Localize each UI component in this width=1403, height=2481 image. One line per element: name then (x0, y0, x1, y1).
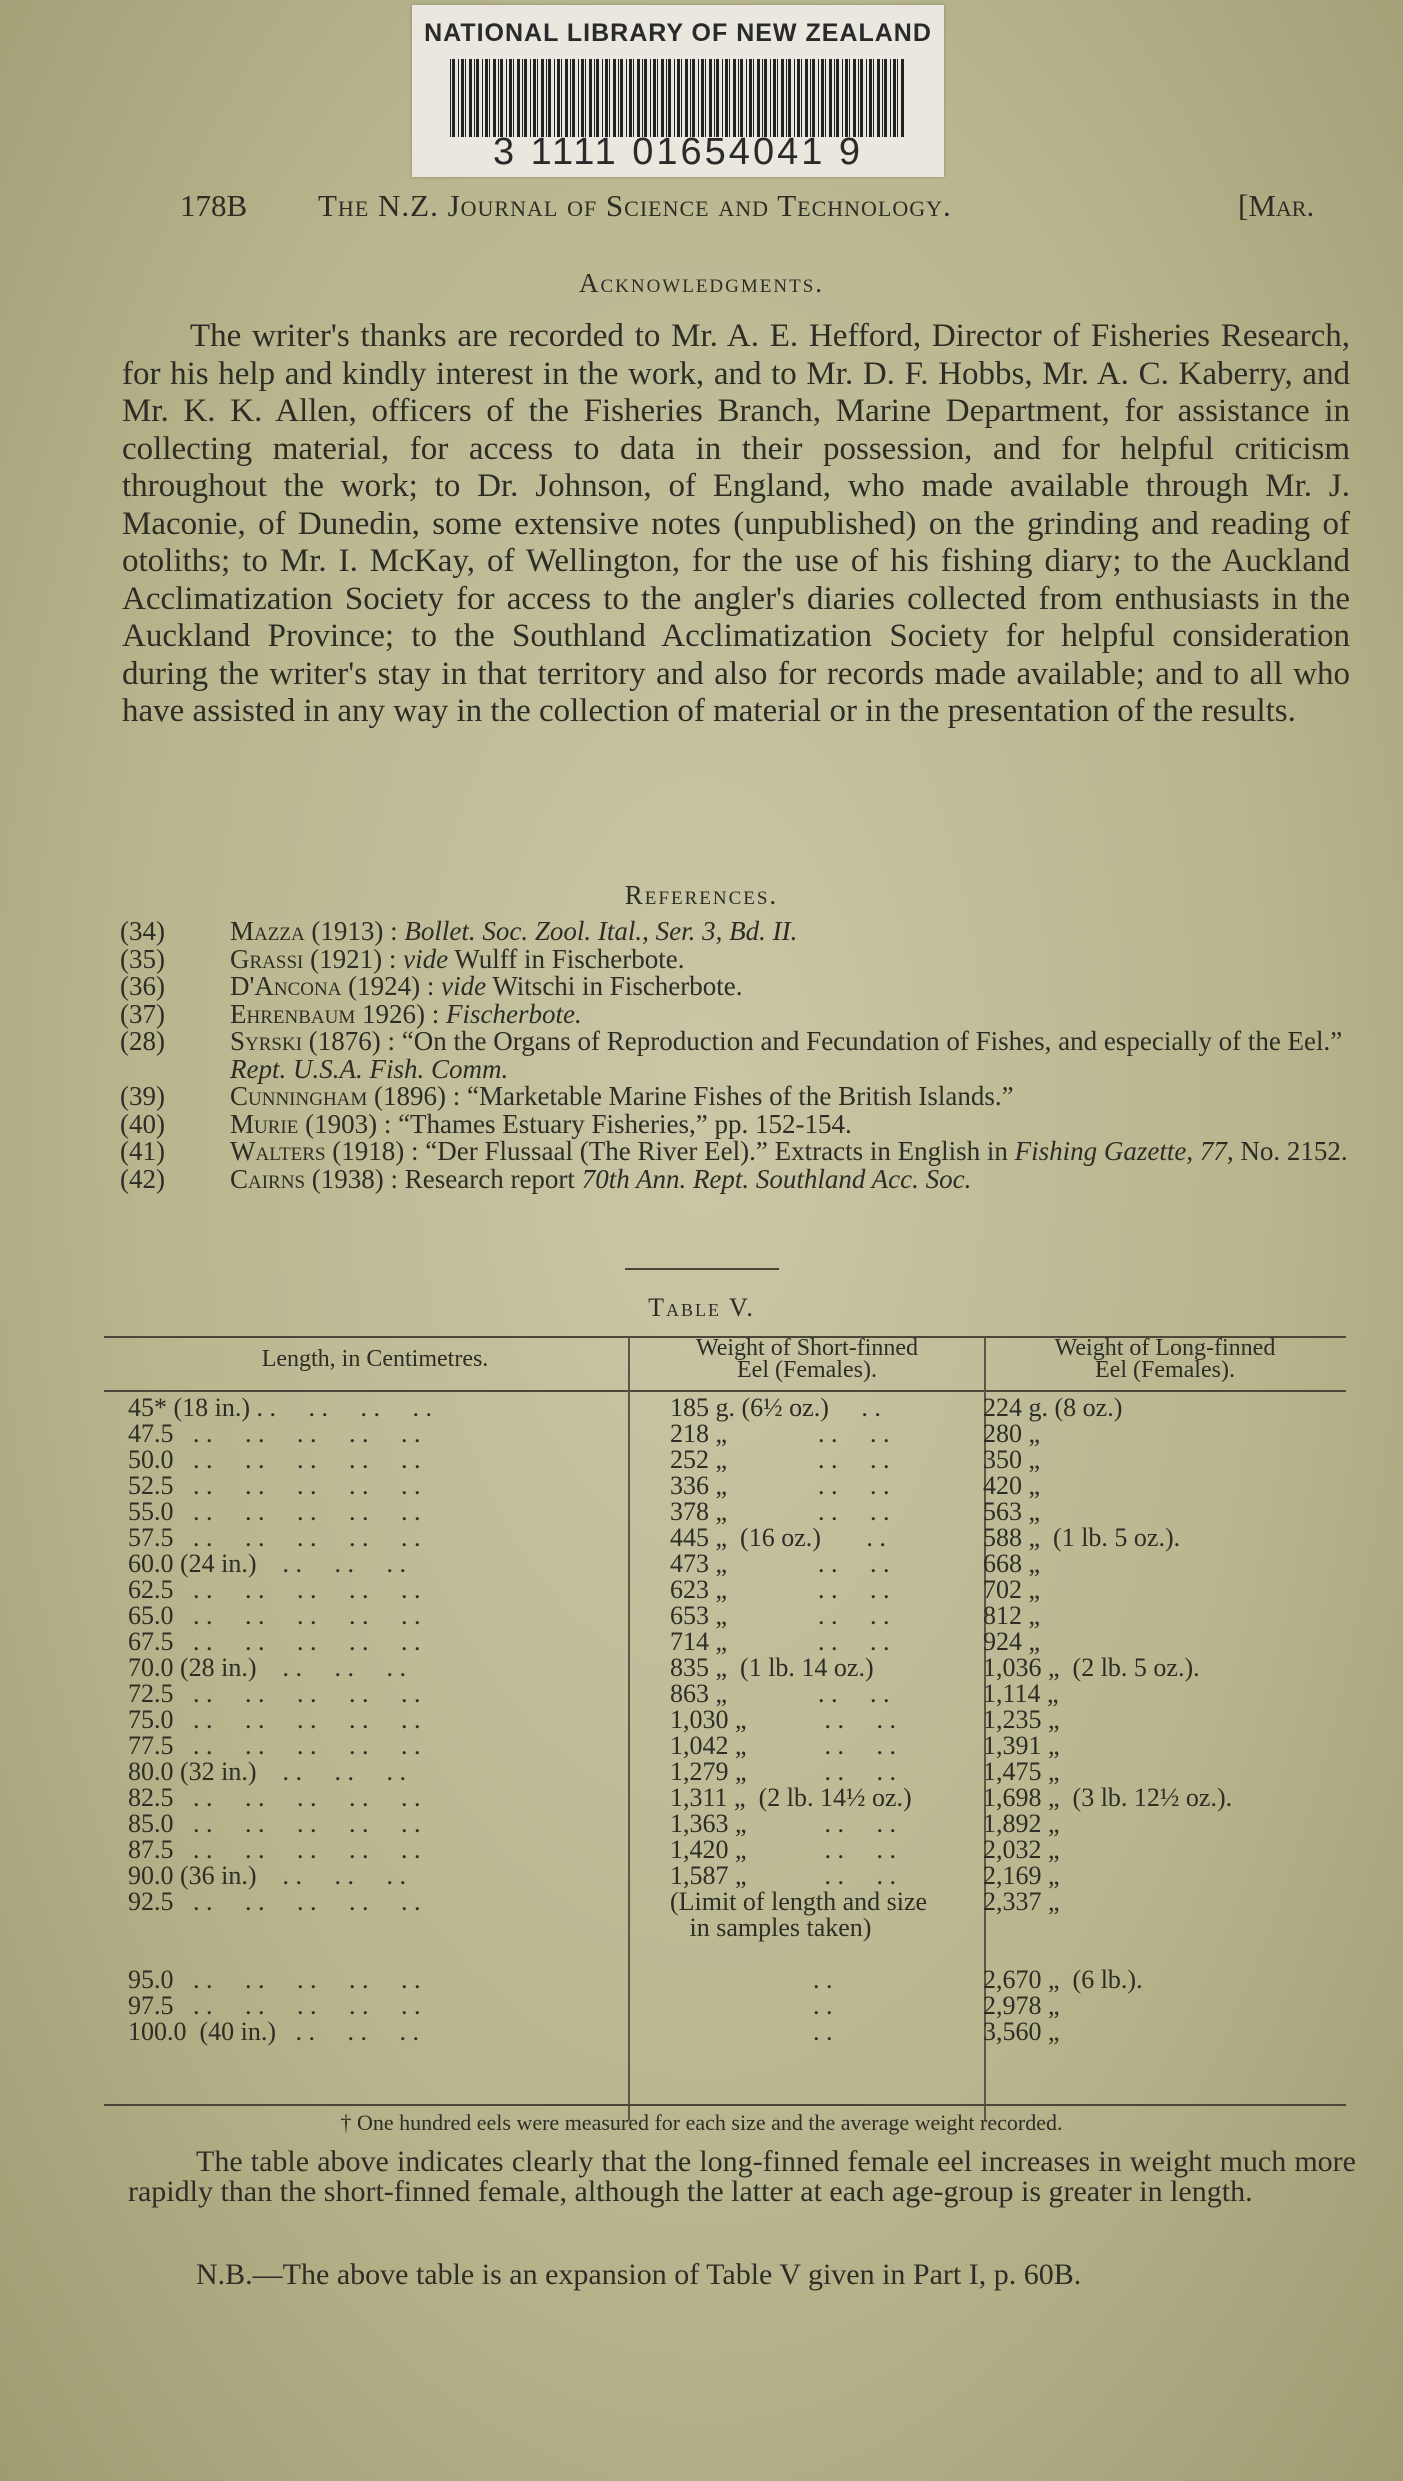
barcode-bar (901, 59, 904, 137)
reference-year: (1921) : (310, 943, 404, 974)
barcode-bar (613, 59, 616, 137)
barcode-bar (869, 59, 872, 137)
barcode-bar (858, 59, 859, 137)
table-cell-short: 1,311 „ (2 lb. 14½ oz.) (670, 1783, 912, 1812)
reference-rest: No. 2152. (1233, 1136, 1348, 1166)
table-row (0, 1473, 1403, 1499)
table-cell-long: 1,036 „ (2 lb. 5 oz.). (983, 1653, 1200, 1682)
table-cell-length: 57.5 . . . . . . . . . . (128, 1523, 421, 1552)
reference-num: (34) (120, 916, 165, 946)
table-cell-long: 2,978 „ (983, 1991, 1060, 2020)
barcode-bar (661, 59, 664, 137)
barcode-bar (897, 59, 898, 137)
barcode-bar (450, 59, 451, 137)
reference-work: vide (441, 971, 487, 1001)
table-cell-short: . . (670, 1965, 833, 1994)
table-row (0, 1603, 1403, 1629)
reference-year: (1896) : (374, 1081, 468, 1111)
reference-work: Fischerbote. (445, 998, 582, 1029)
barcode-bar (890, 59, 891, 137)
table-row (0, 1499, 1403, 1525)
reference-text: Research report (404, 1163, 582, 1194)
table-cell-short: 1,030 „ . . . . (670, 1705, 897, 1734)
reference-author: Murie (230, 1108, 299, 1139)
barcode-bar (714, 59, 715, 137)
barcode-bar (849, 59, 850, 137)
barcode-bar (762, 59, 763, 137)
reference-num: (37) (120, 998, 165, 1029)
reference-item (120, 998, 1400, 1029)
barcode-bar (650, 59, 651, 137)
barcode-icon (450, 59, 906, 137)
table-cell-length: 90.0 (36 in.) . . . . . . (128, 1861, 407, 1890)
library-barcode-label (412, 5, 944, 177)
reference-year: (1924) : (348, 971, 442, 1001)
table-cell-short: 1,587 „ . . . . (670, 1861, 897, 1890)
reference-num: (39) (120, 1081, 165, 1111)
reference-author: Mazza (230, 916, 305, 946)
table-row (0, 1577, 1403, 1603)
table-row (0, 1967, 1403, 1993)
barcode-bar (557, 59, 560, 137)
table-cell-length: 100.0 (40 in.) . . . . . . (128, 2017, 420, 2046)
table-cell-long: 702 „ (983, 1575, 1041, 1604)
column-header-short-line1: Weight of Short-finned (695, 1335, 919, 1361)
reference-work: Rept. U.S.A. Fish. Comm. (230, 1053, 509, 1084)
barcode-bar (578, 59, 579, 137)
reference-item (120, 943, 1400, 974)
barcode-bar (644, 59, 647, 137)
table-header-rule (104, 1390, 1346, 1392)
barcode-bar (517, 59, 520, 137)
reference-author: Grassi (230, 943, 304, 974)
barcode-bar (493, 59, 496, 137)
reference-item (120, 1083, 1400, 1111)
barcode-bar (572, 59, 575, 137)
reference-work: Fishing Gazette, 77, (1014, 1136, 1234, 1166)
table-cell-long: 280 „ (983, 1419, 1041, 1448)
reference-author: Syrski (230, 1026, 303, 1056)
references-list (120, 918, 1400, 1193)
table-cell-short: 714 „ . . . . (670, 1627, 890, 1656)
barcode-bar (657, 59, 658, 137)
barcode-bar (565, 59, 568, 137)
table-row (0, 1629, 1403, 1655)
reference-rest: Wulff in Fischerbote. (448, 943, 685, 974)
reference-author: D'Ancona (230, 971, 342, 1001)
barcode-bar (805, 59, 808, 137)
reference-year: (1913) : (311, 916, 405, 946)
reference-text: “Der Flussaal (The River Eel).” Extracts in English in (425, 1136, 1015, 1166)
column-header-length: Length, in Centimetres. (261, 1346, 489, 1372)
barcode-bar (581, 59, 584, 137)
barcode-bar (642, 59, 643, 137)
table-cell-length: 47.5 . . . . . . . . . . (128, 1419, 421, 1448)
table-cell-long: 812 „ (983, 1601, 1041, 1630)
barcode-bar (476, 59, 479, 137)
barcode-bar (626, 59, 627, 137)
table-cell-length: 97.5 . . . . . . . . . . (128, 1991, 421, 2020)
table-cell-length: 95.0 . . . . . . . . . . (128, 1965, 421, 1994)
barcode-bar (860, 59, 863, 137)
barcode-bar (548, 59, 551, 137)
table-cell-long: 2,337 „ (983, 1887, 1060, 1916)
barcode-bar (884, 59, 887, 137)
barcode-bar (764, 59, 767, 137)
table-cell-long: 1,698 „ (3 lb. 12½ oz.). (983, 1783, 1233, 1812)
table-footnote: † One hundred eels were measured for each size and the average weight recorded. (340, 2110, 1063, 2135)
barcode-bar (589, 59, 592, 137)
barcode-bar (740, 59, 743, 137)
barcode-bar (794, 59, 795, 137)
table-cell-short: 473 „ . . . . (670, 1549, 890, 1578)
barcode-bar (786, 59, 787, 137)
table-cell-length: 85.0 . . . . . . . . . . (128, 1809, 421, 1838)
barcode-bar (452, 59, 455, 137)
barcode-bar (522, 59, 523, 137)
conclusion-paragraph: The table above indicates clearly that the long-finned female eel increases in weight much more rapidly than the short-finned female, although the latter at each age-group is greater in length. (128, 2145, 1356, 2208)
reference-year: (1938) : (311, 1163, 405, 1194)
barcode-bar (620, 59, 623, 137)
column-header-long-line2: Eel (Females). (1095, 1357, 1235, 1383)
barcode-bar (818, 59, 819, 137)
barcode-bar (801, 59, 802, 137)
table-row (0, 1837, 1403, 1863)
table-cell-short: . . (670, 2017, 833, 2046)
table-row (0, 1395, 1403, 1421)
barcode-bar (500, 59, 503, 137)
table-cell-length: 67.5 . . . . . . . . . . (128, 1627, 421, 1656)
barcode-bar (530, 59, 531, 137)
table-cell-length: 60.0 (24 in.) . . . . . . (128, 1549, 407, 1578)
barcode-bar (753, 59, 754, 137)
barcode-bar (524, 59, 527, 137)
barcode-bar (677, 59, 680, 137)
table-cell-long: 1,892 „ (983, 1809, 1060, 1838)
barcode-bar (533, 59, 536, 137)
barcode-bar (509, 59, 512, 137)
table-cell-long: 224 g. (8 oz.) (983, 1393, 1123, 1422)
table-row (0, 1707, 1403, 1733)
table-cell-long: 668 „ (983, 1549, 1041, 1578)
reference-author: Ehrenbaum (230, 998, 356, 1029)
reference-year: 1926) : (361, 998, 446, 1029)
table-row (0, 1447, 1403, 1473)
table-cell-short: 445 „ (16 oz.) . . (670, 1523, 886, 1552)
journal-title: The N.Z. Journal of Science and Technology. (318, 188, 952, 223)
barcode-bar (458, 59, 459, 137)
reference-year: (1918) : (332, 1136, 426, 1166)
barcode-bar (746, 59, 747, 137)
barcode-bar (716, 59, 719, 137)
table-cell-short: 1,042 „ . . . . (670, 1731, 897, 1760)
barcode-bar (773, 59, 776, 137)
barcode-bar (513, 59, 514, 137)
barcode-bar (602, 59, 603, 137)
barcode-institution: NATIONAL LIBRARY OF NEW ZEALAND (424, 19, 932, 47)
barcode-bar (834, 59, 835, 137)
barcode-bar (489, 59, 490, 137)
barcode-bar (537, 59, 538, 137)
column-header-long-finned (985, 1337, 1345, 1381)
table-cell-length: 62.5 . . . . . . . . . . (128, 1575, 421, 1604)
reference-work: 70th Ann. Rept. Southland Acc. Soc. (581, 1163, 972, 1194)
barcode-bar (788, 59, 791, 137)
table-row (0, 1759, 1403, 1785)
barcode-bar (618, 59, 619, 137)
barcode-bar (629, 59, 632, 137)
reference-year: (1876) : (308, 1026, 402, 1056)
reference-text: “On the Organs of Reproduction and Fecundation of Fishes, and especially of the Eel.” (401, 1026, 1343, 1056)
barcode-bar (465, 59, 466, 137)
column-header-short-line2: Eel (Females). (737, 1357, 877, 1383)
barcode-bar (605, 59, 608, 137)
table-cell-long: 350 „ (983, 1445, 1041, 1474)
barcode-bar (812, 59, 815, 137)
table-cell-long: 3,560 „ (983, 2017, 1060, 2046)
barcode-bar (698, 59, 699, 137)
table-cell-long: 420 „ (983, 1471, 1041, 1500)
barcode-bar (681, 59, 682, 137)
reference-work: Bollet. Soc. Zool. Ital., Ser. 3, Bd. II. (404, 916, 798, 946)
table-cell-short: 835 „ (1 lb. 14 oz.) (670, 1653, 874, 1682)
table-row (0, 1525, 1403, 1551)
table-cell-length: 65.0 . . . . . . . . . . (128, 1601, 421, 1630)
reference-work: vide (403, 943, 449, 974)
reference-item (120, 1138, 1400, 1166)
table-cell-length: 70.0 (28 in.) . . . . . . (128, 1653, 407, 1682)
reference-text: “Marketable Marine Fishes of the British Islands.” (467, 1081, 1014, 1111)
barcode-bar (757, 59, 760, 137)
table-row (0, 1811, 1403, 1837)
table-cell-short: . . (670, 1991, 833, 2020)
barcode-bar (770, 59, 771, 137)
table-row (0, 1785, 1403, 1811)
table-cell-long: 1,391 „ (983, 1731, 1060, 1760)
table-cell-long: 1,235 „ (983, 1705, 1060, 1734)
section-divider (625, 1268, 779, 1270)
table-cell-length: 87.5 . . . . . . . . . . (128, 1835, 421, 1864)
barcode-bar (685, 59, 688, 137)
barcode-bar (674, 59, 675, 137)
table-cell-short: 1,420 „ . . . . (670, 1835, 897, 1864)
reference-author: Walters (230, 1136, 326, 1166)
running-header (0, 188, 1403, 228)
barcode-bar (690, 59, 691, 137)
table-cell-length: 80.0 (32 in.) . . . . . . (128, 1757, 407, 1786)
barcode-number: 3 1111 01654041 9 (492, 131, 864, 173)
table-cell-long: 2,670 „ (6 lb.). (983, 1965, 1143, 1994)
acknowledgments-heading: Acknowledgments. (578, 268, 825, 298)
barcode-bar (829, 59, 832, 137)
barcode-bar (845, 59, 848, 137)
table-row (0, 1421, 1403, 1447)
table-title: Table V. (648, 1293, 755, 1322)
barcode-bar (633, 59, 634, 137)
reference-item (120, 973, 1400, 1001)
barcode-bar (893, 59, 896, 137)
table-cell-length: 52.5 . . . . . . . . . . (128, 1471, 421, 1500)
barcode-bar (570, 59, 571, 137)
reference-item (120, 1028, 1400, 1083)
acknowledgments-text: The writer's thanks are recorded to Mr. A. E. Hefford, Director of Fisheries Research, for his help and kindly interest in the work, and to Mr. D. F. Hobbs, Mr. A. C. Kaberry, and Mr. K. K. Allen, officers of the Fisheries Branch, Marine Department, for assistance in collecting material, for access to data in their possession, and for helpful criticism throughout the work; to Dr. Johnson, of England, who made available through Mr. J. Maconie, of Dunedin, some extensive notes (unpublished) on the grinding and reading of otoliths; to Mr. I. McKay, of Wellington, for the use of his fishing diary; to the Auckland Acclimatization Society for access to the angler's diaries collected from enthusiasts in the Auckland Province; to the Southland Acclimatization Society for helpful consideration during the writer's stay in that territory and also for records made available; and to all who have assisted in any way in the collection of material or in the presentation of the results. (122, 318, 1350, 729)
barcode-bar (873, 59, 874, 137)
barcode-bar (469, 59, 472, 137)
table-cell-length: 77.5 . . . . . . . . . . (128, 1731, 421, 1760)
table-cell-long: 2,032 „ (983, 1835, 1060, 1864)
barcode-bar (701, 59, 704, 137)
barcode-bar (485, 59, 488, 137)
reference-item (120, 1163, 1400, 1194)
barcode-bar (853, 59, 856, 137)
table-bottom-rule (104, 2104, 1346, 2106)
barcode-bar (705, 59, 706, 137)
table-cell-short: 1,363 „ . . . . (670, 1809, 897, 1838)
barcode-bar (725, 59, 728, 137)
reference-author: Cunningham (230, 1081, 368, 1111)
reference-item (120, 918, 1400, 946)
table-row (0, 1551, 1403, 1577)
barcode-bar (738, 59, 739, 137)
table-cell-short: 218 „ . . . . (670, 1419, 890, 1448)
barcode-bar (866, 59, 867, 137)
table-cell-short: 1,279 „ . . . . (670, 1757, 897, 1786)
barcode-bar (541, 59, 544, 137)
table-cell-long: 563 „ (983, 1497, 1041, 1526)
barcode-bar (882, 59, 883, 137)
table-cell-short: 623 „ . . . . (670, 1575, 890, 1604)
barcode-bar (594, 59, 595, 137)
table-cell-short: 378 „ . . . . (670, 1497, 890, 1526)
barcode-bar (842, 59, 843, 137)
column-header-long-line1: Weight of Long-finned (1054, 1335, 1276, 1361)
reference-num: (42) (120, 1163, 165, 1194)
table-cell-long: 2,169 „ (983, 1861, 1060, 1890)
barcode-bar (668, 59, 671, 137)
table-row (0, 2019, 1403, 2045)
barcode-bar (585, 59, 586, 137)
reference-text: “Thames Estuary Fisheries,” pp. 152-154. (398, 1108, 852, 1139)
references-heading: References. (624, 880, 779, 910)
barcode-bar (797, 59, 800, 137)
table-cell-length: 45* (18 in.) . . . . . . . . (128, 1393, 433, 1422)
barcode-bar (474, 59, 475, 137)
barcode-bar (781, 59, 784, 137)
barcode-bar (729, 59, 730, 137)
barcode-bar (596, 59, 599, 137)
table-row (0, 1681, 1403, 1707)
column-header-short-finned (632, 1337, 982, 1381)
table-cell-short: 653 „ . . . . (670, 1601, 890, 1630)
table-cell-long: 1,114 „ (983, 1679, 1059, 1708)
table-cell-length: 75.0 . . . . . . . . . . (128, 1705, 421, 1734)
barcode-bar (821, 59, 824, 137)
table-row (0, 1863, 1403, 1889)
barcode-bar (461, 59, 464, 137)
barcode-bar (777, 59, 778, 137)
reference-num: (41) (120, 1136, 165, 1166)
barcode-bar (637, 59, 640, 137)
barcode-bar (722, 59, 723, 137)
barcode-bar (877, 59, 880, 137)
barcode-bar (749, 59, 752, 137)
table-row (0, 1993, 1403, 2019)
table-row (0, 1733, 1403, 1759)
table-cell-short: 336 „ . . . . (670, 1471, 890, 1500)
table-row (0, 1655, 1403, 1681)
barcode-bar (506, 59, 507, 137)
issue-month: [Mar. (1238, 188, 1315, 223)
reference-num: (35) (120, 943, 165, 974)
table-cell-long: 588 „ (1 lb. 5 oz.). (983, 1523, 1181, 1552)
barcode-bar (554, 59, 555, 137)
table-cell-length: 72.5 . . . . . . . . . . (128, 1679, 421, 1708)
barcode-bar (609, 59, 610, 137)
nb-note: N.B.—The above table is an expansion of Table V given in Part I, p. 60B. (196, 2258, 1082, 2291)
table-cell-short: 185 g. (6½ oz.) . . (670, 1393, 881, 1422)
barcode-bar (653, 59, 656, 137)
table-cell-length: 50.0 . . . . . . . . . . (128, 1445, 421, 1474)
barcode-bar (561, 59, 562, 137)
table-cell-length: 92.5 . . . . . . . . . . (128, 1887, 421, 1916)
reference-year: (1903) : (305, 1108, 399, 1139)
table-body (0, 1395, 1403, 2045)
table-cell-short: 252 „ . . . . (670, 1445, 890, 1474)
barcode-bar (836, 59, 839, 137)
barcode-bar (825, 59, 826, 137)
reference-num: (40) (120, 1108, 165, 1139)
table-cell-short: (Limit of length and size in samples taken) (670, 1887, 928, 1942)
table-cell-length: 82.5 . . . . . . . . . . (128, 1783, 421, 1812)
page-number: 178B (180, 188, 248, 223)
table-cell-long: 924 „ (983, 1627, 1041, 1656)
table-row (0, 1889, 1403, 1967)
reference-author: Cairns (230, 1163, 306, 1194)
reference-rest: Witschi in Fischerbote. (486, 971, 743, 1001)
barcode-bar (498, 59, 499, 137)
table-cell-length: 55.0 . . . . . . . . . . (128, 1497, 421, 1526)
barcode-bar (482, 59, 483, 137)
barcode-bar (810, 59, 811, 137)
barcode-bar (666, 59, 667, 137)
barcode-bar (692, 59, 695, 137)
reference-item (120, 1108, 1400, 1139)
barcode-bar (546, 59, 547, 137)
barcode-bar (733, 59, 736, 137)
barcode-bar (709, 59, 712, 137)
table-cell-long: 1,475 „ (983, 1757, 1060, 1786)
reference-num: (28) (120, 1026, 165, 1056)
table-cell-short: 863 „ . . . . (670, 1679, 890, 1708)
reference-num: (36) (120, 971, 165, 1001)
